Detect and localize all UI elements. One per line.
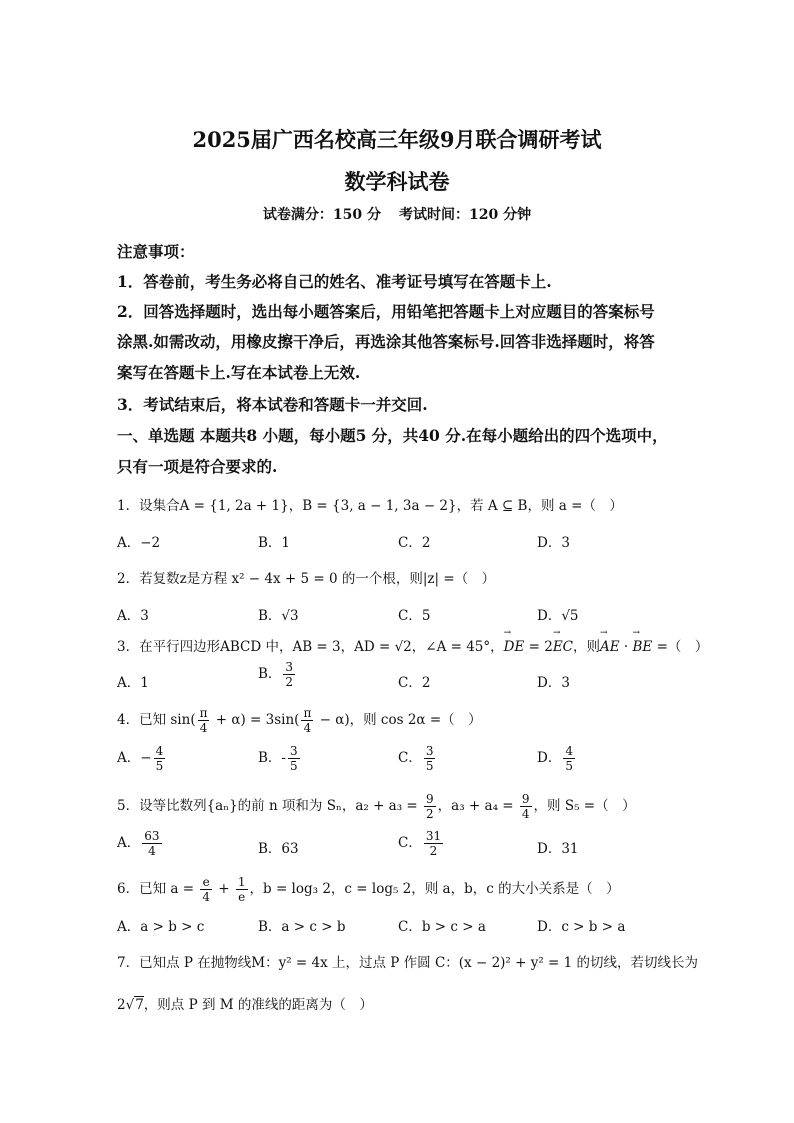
- question-7-cont: 2√7，则点 P 到 M 的准线的距离为（ ）: [117, 997, 373, 1013]
- fraction: $\frac{\pi}{4}$: [303, 706, 312, 735]
- q6-option-b: B．a > c > b: [258, 919, 346, 935]
- q5-option-a: A． $\frac{63}{4}$: [117, 829, 160, 858]
- fraction: $\frac{3}{2}$: [285, 660, 294, 689]
- question-2: 2．若复数z是方程 x² − 4x + 5 = 0 的一个根，则|z| =（ ）: [117, 571, 496, 587]
- note-3: 3．考试结束后，将本试卷和答题卡一并交回.: [117, 395, 428, 414]
- q2-option-d: D．√5: [537, 608, 579, 624]
- q4-option-b: B．- $\frac{3}{5}$: [258, 744, 298, 773]
- section-heading-1: 一、单选题 本题共8 小题，每小题5 分，共40 分.在每小题给出的四个选项中，: [117, 426, 668, 445]
- question-6: 6．已知 a = $\frac{e}{4}$ + $\frac{1}{e}$ ，b = log₃ 2，c = log₅ 2，则 a，b，c 的大小关系是（ ）: [117, 875, 620, 904]
- note-1: 1．答卷前，考生务必将自己的姓名、准考证号填写在答题卡上.: [117, 272, 552, 291]
- q4-option-a: A．− $\frac{4}{5}$: [117, 744, 164, 773]
- fraction: $\frac{9}{2}$: [426, 792, 434, 821]
- q3-option-d: D．3: [537, 675, 570, 691]
- fraction: $\frac{4}{5}$: [155, 744, 164, 773]
- exam-info: [0, 204, 794, 224]
- q5-option-c: C． $\frac{31}{2}$: [398, 829, 442, 858]
- q1-option-d: D．3: [537, 535, 570, 551]
- question-5: 5．设等比数列{aₙ}的前 n 项和为 Sₙ，a₂ + a₃ = $\frac{9}{2}$ ，a₃ + a₄ = $\frac{9}{4}$ ，则 S₅ =（ ）: [117, 792, 636, 821]
- question-7: 7．已知点 P 在抛物线M：y² = 4x 上，过点 P 作圆 C：(x − 2)² + y² = 1 的切线，若切线长为: [117, 955, 699, 971]
- q4-option-d: D． $\frac{4}{5}$: [537, 744, 573, 773]
- note-2a: 2．回答选择题时，选出每小题答案后，用铅笔把答题卡上对应题目的答案标号: [117, 302, 655, 321]
- fraction: $\frac{63}{4}$: [144, 829, 160, 858]
- fraction: $\frac{1}{e}$: [237, 875, 246, 904]
- fraction: $\frac{e}{4}$: [202, 875, 210, 904]
- exam-subtitle: 数学科试卷: [344, 169, 450, 194]
- vector-de: → DE: [504, 639, 525, 655]
- fraction: $\frac{\pi}{4}$: [199, 706, 208, 735]
- q4-option-c: C． $\frac{3}{5}$: [398, 744, 434, 773]
- q3-option-b: B． $\frac{3}{2}$: [258, 660, 294, 689]
- q2-option-b: B．√3: [258, 608, 299, 624]
- vector-be: → BE: [633, 639, 653, 655]
- q3-option-c: C．2: [398, 675, 431, 691]
- q6-option-c: C．b > c > a: [398, 919, 486, 935]
- fraction: $\frac{3}{5}$: [425, 744, 434, 773]
- q5-option-d: D．31: [537, 841, 579, 857]
- fraction: $\frac{4}{5}$: [565, 744, 573, 773]
- q2-option-c: C．5: [398, 608, 431, 624]
- score-info: 试卷满分：150 分: [262, 207, 381, 223]
- question-3: 3．在平行四边形ABCD 中，AB = 3，AD = √2，∠A = 45°，→ DE = 2→ EC，则→ AE · → BE =（ ）: [117, 635, 708, 655]
- q6-option-d: D．c > b > a: [537, 919, 626, 935]
- exam-title: 2025届广西名校高三年级9月联合调研考试: [192, 127, 602, 152]
- q6-option-a: A．a > b > c: [117, 919, 205, 935]
- fraction: $\frac{9}{4}$: [521, 792, 530, 821]
- q3-option-a: A．1: [117, 675, 149, 691]
- q1-option-a: A．−2: [117, 535, 161, 551]
- vector-ae: → AE: [600, 639, 620, 655]
- time-info: 考试时间：120 分钟: [399, 207, 532, 223]
- vector-ec: → EC: [553, 639, 573, 655]
- q2-option-a: A．3: [117, 608, 149, 624]
- notes-heading: 注意事项：: [117, 242, 195, 261]
- q5-option-b: B．63: [258, 841, 299, 857]
- section-heading-2: 只有一项是符合要求的.: [117, 457, 278, 476]
- q1-option-b: B．1: [258, 535, 291, 551]
- note-2b: 涂黑.如需改动，用橡皮擦干净后，再选涂其他答案标号.回答非选择题时，将答: [117, 332, 655, 351]
- question-4: 4．已知 sin( $\frac{\pi}{4}$ + α) = 3sin( $\frac{\pi}{4}$ − α)，则 cos 2α =（ ）: [117, 706, 482, 735]
- question-1: 1．设集合A = {1, 2a + 1}，B = {3, a − 1, 3a − 2}，若 A ⊆ B，则 a =（ ）: [117, 498, 623, 514]
- q1-option-c: C．2: [398, 535, 431, 551]
- fraction: $\frac{31}{2}$: [425, 829, 442, 858]
- fraction: $\frac{3}{5}$: [289, 744, 298, 773]
- note-2c: 案写在答题卡上.写在本试卷上无效.: [117, 363, 361, 382]
